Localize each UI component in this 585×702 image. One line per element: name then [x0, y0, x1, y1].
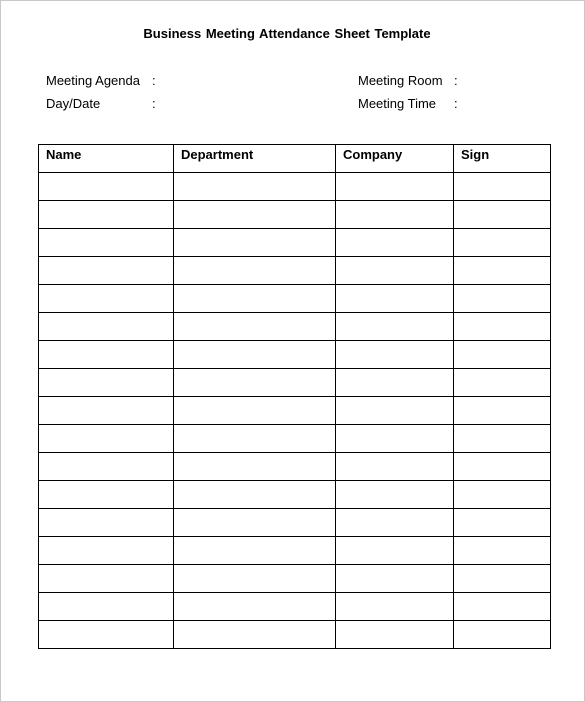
cell-company: [336, 201, 454, 229]
cell-name: [39, 565, 174, 593]
cell-sign: [454, 369, 551, 397]
cell-name: [39, 537, 174, 565]
cell-department: [174, 425, 336, 453]
cell-name: [39, 425, 174, 453]
meeting-time-field: [358, 96, 458, 111]
cell-company: [336, 621, 454, 649]
meeting-time-colon: :: [454, 96, 458, 111]
cell-sign: [454, 537, 551, 565]
cell-sign: [454, 621, 551, 649]
cell-sign: [454, 313, 551, 341]
cell-department: [174, 285, 336, 313]
cell-department: [174, 453, 336, 481]
meeting-room-field: [358, 73, 458, 88]
cell-company: [336, 537, 454, 565]
table-row: [39, 257, 551, 285]
table-row: [39, 453, 551, 481]
cell-sign: [454, 285, 551, 313]
day-date-colon: :: [152, 96, 156, 111]
cell-sign: [454, 257, 551, 285]
meeting-time-label: Meeting Time: [358, 96, 437, 111]
cell-name: [39, 621, 174, 649]
cell-name: [39, 481, 174, 509]
cell-company: [336, 285, 454, 313]
table-header-row: [39, 145, 551, 173]
cell-company: [336, 257, 454, 285]
attendance-rows: [39, 173, 551, 649]
cell-company: [336, 593, 454, 621]
cell-name: [39, 453, 174, 481]
cell-department: [174, 201, 336, 229]
cell-name: [39, 229, 174, 257]
table-row: [39, 313, 551, 341]
meeting-agenda-colon: :: [152, 73, 156, 88]
header-department: Department: [174, 145, 336, 173]
header-name: Name: [39, 145, 174, 173]
cell-company: [336, 425, 454, 453]
table-row: [39, 201, 551, 229]
meeting-room-label: Meeting Room: [358, 73, 443, 88]
meeting-agenda-field: [46, 73, 156, 88]
cell-department: [174, 593, 336, 621]
cell-company: [336, 509, 454, 537]
cell-department: [174, 369, 336, 397]
cell-name: [39, 285, 174, 313]
cell-department: [174, 565, 336, 593]
table-row: [39, 537, 551, 565]
cell-department: [174, 313, 336, 341]
cell-name: [39, 257, 174, 285]
cell-department: [174, 173, 336, 201]
header-company: Company: [336, 145, 454, 173]
cell-sign: [454, 593, 551, 621]
cell-sign: [454, 481, 551, 509]
cell-company: [336, 565, 454, 593]
cell-department: [174, 229, 336, 257]
cell-name: [39, 341, 174, 369]
cell-department: [174, 341, 336, 369]
cell-sign: [454, 509, 551, 537]
day-date-label: Day/Date: [46, 96, 101, 111]
cell-company: [336, 173, 454, 201]
cell-department: [174, 537, 336, 565]
cell-department: [174, 397, 336, 425]
table-row: [39, 425, 551, 453]
cell-company: [336, 341, 454, 369]
document-title: Business Meeting Attendance Sheet Template: [143, 26, 431, 41]
meeting-room-colon: :: [454, 73, 458, 88]
meeting-agenda-label: Meeting Agenda: [46, 73, 140, 88]
cell-department: [174, 621, 336, 649]
table-row: [39, 397, 551, 425]
cell-sign: [454, 425, 551, 453]
table-row: [39, 509, 551, 537]
cell-company: [336, 313, 454, 341]
cell-sign: [454, 173, 551, 201]
cell-name: [39, 593, 174, 621]
table-row: [39, 481, 551, 509]
cell-company: [336, 481, 454, 509]
cell-name: [39, 369, 174, 397]
attendance-table: [38, 144, 551, 649]
cell-department: [174, 257, 336, 285]
cell-sign: [454, 341, 551, 369]
table-row: [39, 565, 551, 593]
cell-company: [336, 397, 454, 425]
cell-name: [39, 201, 174, 229]
table-row: [39, 173, 551, 201]
cell-name: [39, 173, 174, 201]
table-row: [39, 285, 551, 313]
cell-department: [174, 509, 336, 537]
cell-name: [39, 313, 174, 341]
cell-sign: [454, 229, 551, 257]
cell-name: [39, 509, 174, 537]
cell-company: [336, 453, 454, 481]
day-date-field: [46, 96, 156, 111]
table-row: [39, 229, 551, 257]
cell-sign: [454, 565, 551, 593]
table-row: [39, 621, 551, 649]
table-row: [39, 593, 551, 621]
cell-sign: [454, 397, 551, 425]
cell-sign: [454, 201, 551, 229]
cell-name: [39, 397, 174, 425]
table-row: [39, 369, 551, 397]
table-row: [39, 341, 551, 369]
header-sign: Sign: [454, 145, 551, 173]
cell-sign: [454, 453, 551, 481]
cell-department: [174, 481, 336, 509]
cell-company: [336, 369, 454, 397]
cell-company: [336, 229, 454, 257]
